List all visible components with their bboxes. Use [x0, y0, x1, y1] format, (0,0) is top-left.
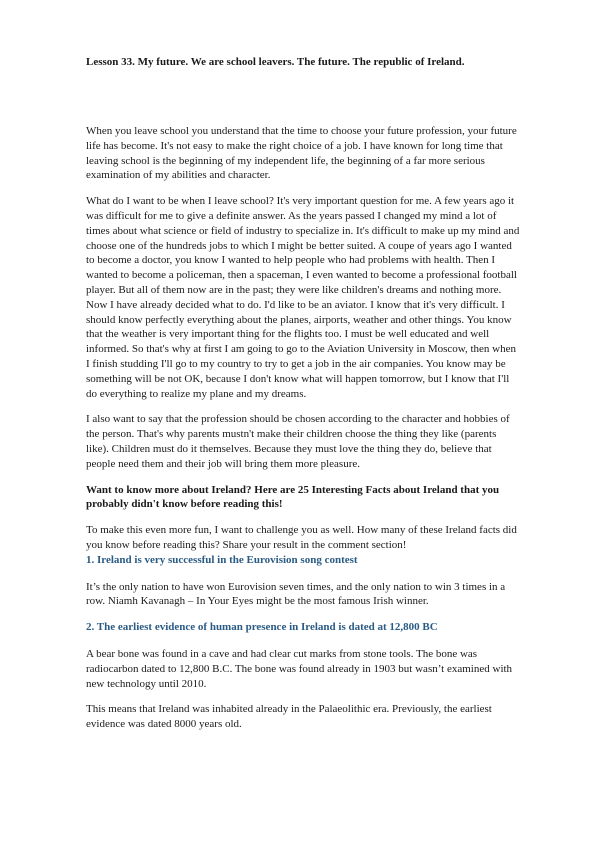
document-body	[86, 124, 520, 743]
paragraph-school-leaving: When you leave school you understand that the time to choose your future profession, your future life has become. It's not easy to make the right choice of a job. I have known for long time that leaving school is the beginning of my independent life, the beginning of a far more serious examination of my abilities and character.	[86, 125, 517, 182]
paragraph-bear-bone: A bear bone was found in a cave and had clear cut marks from stone tools. The bone was radiocarbon dated to 12,800 B.C. The bone was found already in 1903 but wasn’t examined with new technology until 2010.	[86, 647, 513, 690]
lesson-title: Lesson 33. My future. We are school leavers. The future. The republic of Ireland.	[86, 56, 465, 68]
paragraph-eurovision: It’s the only nation to have won Eurovision seven times, and the only nation to win 3 times in a row. Niamh Kavanagh – In Your Eyes might be the most famous Irish winner.	[86, 580, 506, 608]
paragraph-choosing-profession: I also want to say that the profession should be chosen according to the character and hobbies of the person. That's why parents mustn't make their children choose the thing they like (parents like). Children must do it themselves. Because they must love the thing they do, believe that people need them and their job will bring them more pleasure.	[86, 413, 510, 470]
paragraph-palaeolithic: This means that Ireland was inhabited already in the Palaeolithic era. Previously, the earliest evidence was dated 8000 years old.	[86, 703, 492, 731]
paragraph-future-profession: What do I want to be when I leave school? It's very important question for me. A few years ago it was difficult for me to give a definite answer. As the years passed I changed my mind a lot of times about what science or field of industry to specialize in. It's difficult to make up my mind and choose one of the hundreds jobs to which I might be better suited. A coupe of years ago I wanted to become a doctor, you know I wanted to help people who had problems with health. Then I wanted to become a policeman, then a spaceman, I even wanted to become a professional football player. But all of them now are in the past; they were like children's dreams and nothing more. Now I have already decided what to do. I'd like to be an aviator. I know that it's very difficult. I should know perfectly everything about the planes, airports, weather and other things. You know that the weather is very important thing for the flights too. I must be well educated and well informed. So that's why at first I am going to go to the Aviation University in Moscow, then when I finish studding I'll go to my country to try to get a job in the air companies. You know may be something will be not OK, because I don't know what will happen tomorrow, but I know that I'll do everything to realize my plane and my dreams.	[86, 195, 520, 400]
paragraph-challenge: To make this even more fun, I want to challenge you as well. How many of these Ireland facts did you know before reading this? Share your result in the comment section!	[86, 524, 517, 551]
ireland-intro-heading: Want to know more about Ireland? Here are 25 Interesting Facts about Ireland that you probably didn't know before reading this!	[86, 483, 500, 511]
fact-heading-earliest-evidence: 2. The earliest evidence of human presence in Ireland is dated at 12,800 BC	[86, 621, 438, 634]
fact-heading-eurovision: 1. Ireland is very successful in the Eurovision song contest	[86, 553, 358, 566]
